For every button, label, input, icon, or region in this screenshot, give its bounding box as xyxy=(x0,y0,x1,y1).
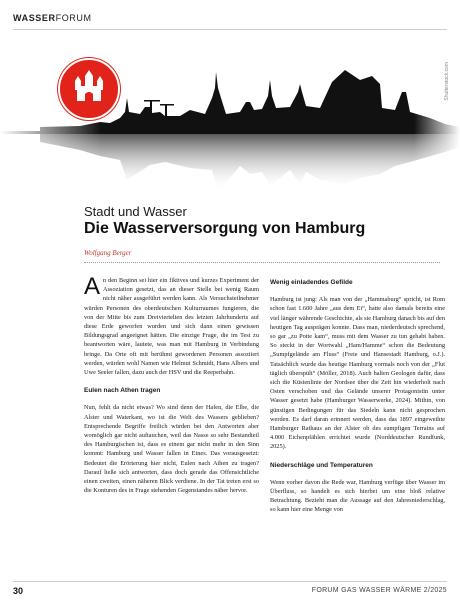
intro-text: n den Beginn sei hier ein fiktives und kurzes Experiment der Assoziation gesetzt, das an dieser Stelle bei wenig Raum nicht näher ausgeführt werden kann. Als Versuchsteilnehmer würden Personen des oberdeutschen Kulturraumes fungieren, die von der Mitte bis zum Dreiviertelten des letzten Jahrhunderts auf diese Erde geworfen wurden und sich dann einen gewissen Bildungsgrad angeeignet hätten. Die einzige Frage, die im Test zu beantworten wäre, lautete, was man mit Hamburg in Verbindung bringe. Da Orte oft mit berühmt gewordenen Personen assoziiert werden, würden wohl Namen wie Helmut Schmidt, Hans Albers und Uwe Seeler fallen, dazu auch der HSV und die Reeperbahn. xyxy=(84,277,259,377)
hamburg-coat-of-arms-icon xyxy=(58,58,120,120)
footer-divider xyxy=(13,581,447,582)
article-column-left xyxy=(84,273,259,504)
journal-name: FORUM GAS WASSER WÄRME 2/2025 xyxy=(311,587,447,594)
paragraph-gefilde: Hamburg ist jung: Als man von der „Hammaburg“ spricht, ist Rom schon fast 1.600 Jahre „aus dem Ei“, hatte also damals bereits eine viel länger währende Geschichte, als sie Hamburg danach bis auf den heutigen Tag ausprägen konnte. Dass man, niederdeutsch sprechend, so gar „zu Potte kam“, muss mit dem Wasser zu tun gehabt haben. So steckt in der Wortwahl „Ham/Hamme“ schon die Bedeutung „Sumpfgelände am Fluss“ (Freie und Hansestadt Hamburg, o.J.). Tatsächlich wurde das heutige Hamburg vormals noch von der „Flut täglich überspült“ (Möller, 2018). Auch halten Geologen dafür, dass sich die Küstenlinie der Nordsee über die Zeit hin wiederholt nach Osten verschoben und das Gelände unserer Protagonistin unter Wasser gesetzt habe (Hamburger Wasserwerke, 2024). Mithin, von günstigen Bedingungen für das Siedeln kann nicht gesprochen werden. Es darf daran erinnert werden, dass das 1897 eingeweihte Hamburger Rathaus an der Alster ob des sumpfigen Terrains auf 4.000 Eichenpfählen errichtet wurde (Norddeutscher Rundfunk, 2025). xyxy=(270,296,445,451)
article-title: Die Wasserversorgung von Hamburg xyxy=(84,220,366,237)
castle-icon xyxy=(60,60,118,118)
image-credit: Shutterstock.com xyxy=(444,62,450,101)
dotted-divider xyxy=(84,262,440,263)
intro-paragraph xyxy=(84,273,259,377)
page-number: 30 xyxy=(13,586,24,596)
subheading-niederschlaege: Niederschläge und Temperaturen xyxy=(270,461,373,469)
article-column-right xyxy=(270,276,445,524)
subheading-gefilde: Wenig einladendes Gefilde xyxy=(270,279,353,286)
header-light: FORUM xyxy=(55,13,92,23)
article-kicker: Stadt und Wasser xyxy=(84,204,187,219)
paragraph-niederschlaege: Wenn vorher davon die Rede war, Hamburg verfüge über Wasser im Überfluss, so handelt es sich hierbei um eine bloß relative Betrachtung. Bezieht man die Aussage auf den Jahresniederschlag, so kann hier eine Menge von xyxy=(270,478,445,514)
drop-cap: A xyxy=(84,273,101,300)
header-divider xyxy=(13,29,447,30)
article-author: Wolfgang Berger xyxy=(84,249,132,257)
header-bold: WASSER xyxy=(13,13,56,23)
subheading-eulen: Eulen nach Athen tragen xyxy=(84,387,161,395)
paragraph-eulen: Nun, fehlt da nicht etwas? Wo sind denn der Hafen, die Elbe, die Alster und Waterkant, wo ist die Welt des Wassers geblieben? Entsprechende Begriffe freilich würden bei den Antworten aber womöglich gar nicht auftauchen, weil das Nasse so sehr Bestandteil des Hamburgischen ist, dass es einem gar nicht mehr in den Sinn kommt: Hamburg und Wasser fallen in Eines. Das vorausgesetzt: Bedeutet die Erörterung hier nicht, Eulen nach Athen zu tragen? Darauf ließe sich antworten, dass doch gerade das Offensichtliche einen zweiten, einen näheren Blick verdiene. In der Tat treten erst so die Konturen des in Frage stehenden Gegenstandes näher hervor. xyxy=(84,404,259,495)
section-header xyxy=(13,13,92,23)
